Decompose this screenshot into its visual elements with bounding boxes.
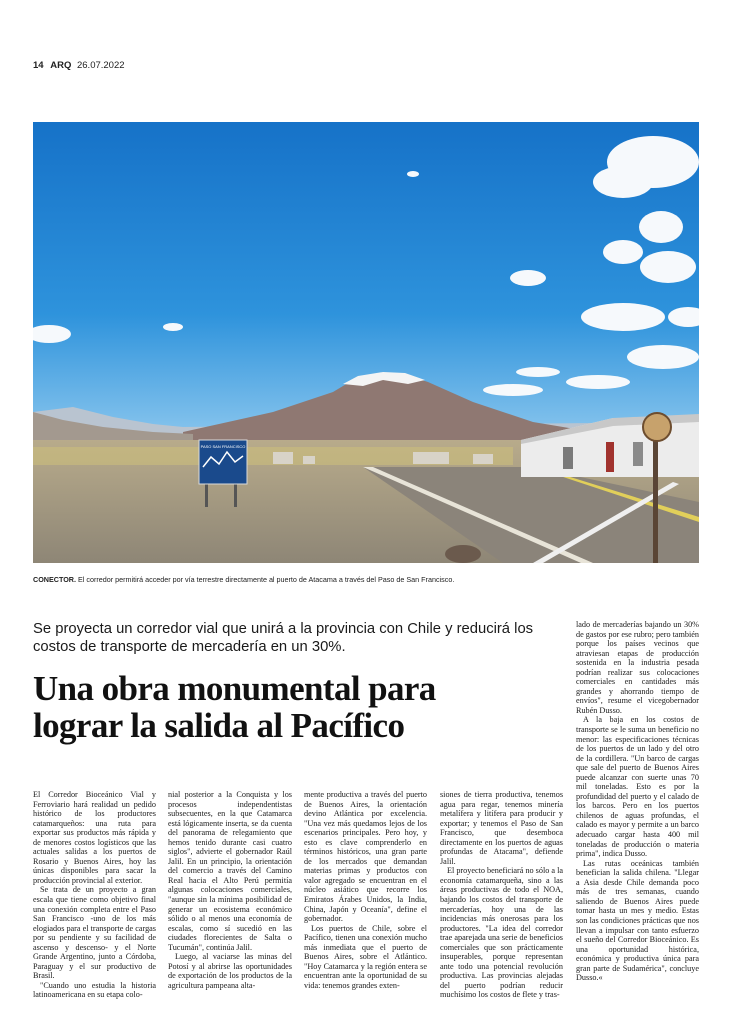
page-header [33,60,125,71]
article-column-2 [168,790,292,990]
landscape-photo [33,122,699,563]
rock [445,545,481,563]
subheadline: Se proyecta un corredor vial que unirá a la provincia con Chile y reducirá los costos de transporte de mercadería en un 30%. [33,621,534,655]
article-column-3 [304,790,427,990]
caption-label: CONECTOR. [33,575,76,584]
paragraph: A la baja en los costos de transporte se le suma un beneficio no menor: las especificaciones técnicas de los puertos de un lado y del otro de la cordillera. "Un barco de cargas que sale del puerto de Buenos Aires puede alcanzar con suerte unas 70 mil toneladas. Esto es por la profundidad del puerto y el calado de los barcos. Pero en los puertos chilenos de aguas profundas, el calado es mayor y permite a un barco adecuado cargar hasta 400 mil toneladas de producción o materia prima", indica Dusso. [576,715,699,859]
paragraph: nial posterior a la Conquista y los procesos independentistas subsecuentes, en la que Catamarca está lógicamente inserta, se da cuenta del panorama de relegamiento que hemos tenido durante casi cuatro siglos", advierte el gobernador Raúl Jalil. En un principio, la orientación del comercio a través del Camino Real hacia el Alto Perú permitía algunas colocaciones comerciales, "aunque sin la mínima posibilidad de generar un ecosistema económico sólido o al menos una economía de escalas, como sí sucedió en las ciudades florecientes de Salta o Tucumán", continúa Jalil. [168,790,292,952]
headline-line-2: lograr la salida al Pacífico [33,706,405,745]
paragraph: lado de mercaderías bajando un 30% de gastos por ese rubro; pero también porque los países vecinos que atraviesan etapas de producción sostenida en la industria pesada podrían realizar sus colocaciones comerciales en cantidades más grandes y ahorrando tiempo de envíos", resume el vicegobernador Rubén Dusso. [576,620,699,715]
headline [33,670,553,744]
page-number: 14 [33,60,44,71]
photo-caption [33,575,699,584]
section-name: ARQ [50,60,72,71]
caption-text: El corredor permitirá acceder por vía terrestre directamente al puerto de Atacama a través del Paso de San Francisco. [76,575,455,584]
headline-line-1: Una obra monumental para [33,669,436,708]
paragraph: Los puertos de Chile, sobre el Pacífico, tienen una conexión mucho más inmediata que el puerto de Buenos Aires, sobre el Atlántico. "Hoy Catamarca y la región entera se encuentran ante la oportunidad de su vida: tenemos grandes exten- [304,923,427,990]
article-column-4 [440,790,563,1000]
paragraph: Las rutas oceánicas también benefician la salida chilena. "Llegar a Asia desde Chile demanda poco más de tres semanas, cuando saliendo de Buenos Aires puede tomar hasta un mes y medio. Estas son las condiciones prácticas que nos llevan a impulsar con tanto esfuerzo el sueño del Corredor Bioceánico. Es una oportunidad histórica, económica y productiva única para gran parte de Sudamérica", concluye Dusso.« [576,858,699,983]
paragraph: Luego, al vaciarse las minas del Potosí y al abrirse las oportunidades de exportación de los productos de la agricultura pampeana alta- [168,952,292,990]
paragraph: "Cuando uno estudia la historia latinoamericana en su etapa colo- [33,980,156,1000]
paragraph: mente productiva a través del puerto de Buenos Aires, la orientación devino Atlántica por excelencia. "Una vez más quedamos lejos de los escenarios principales. Pero hoy, y esto es clave comprenderlo en términos históricos, una gran parte de los mercados que demandan materias primas y productos con valor agregado se encuentran en el núcleo asiático que recorre los Emiratos Árabes Unidos, la India, China, Japón y Oceanía", define el gobernador. [304,790,427,924]
paragraph: siones de tierra productiva, tenemos agua para regar, tenemos minería metalífera y litífera para producir y exportar; y tenemos el Paso de San Francisco, que desemboca directamente en los puertos de aguas profundas de Atacama", defiende Jalil. [440,790,563,866]
article-column-5 [576,620,699,983]
paragraph: El Corredor Bioceánico Vial y Ferroviario hará realidad un pedido histórico de los productores catamarqueños: una ruta para exportar sus productos más rápida y de menores costos logísticos que las actuales salidas a los puertos de Rosario y Buenos Aires, hoy las únicas disponibles para sacar la producción provincial al exterior. [33,790,156,885]
paragraph: El proyecto beneficiará no sólo a la economía catamarqueña, sino a las áreas productivas de todo el NOA, bajando los costos del transporte de mercaderías, hoy una de las incidencias más onerosas para los productores. "La idea del corredor trae aparejada una serie de beneficios comerciales que son prácticamente insuperables, porque representan ante todo una potencial revolución productiva. Las provincias alejadas del puerto podrían reducir muchísimo los costos de flete y tras- [440,866,563,1000]
article-column-1 [33,790,156,1000]
issue-date: 26.07.2022 [76,60,125,71]
sign-text: PASO SAN FRANCISCO [200,444,246,449]
paragraph: Se trata de un proyecto a gran escala que tiene como objetivo final una conexión completa entre el Paso San Francisco -uno de los más elogiados para el transporte de cargas por su pendiente y su facilidad de ascenso y descenso- y el Norte Grande Argentino, junto a Córdoba, Paraguay y el sur productivo de Brasil. [33,885,156,981]
